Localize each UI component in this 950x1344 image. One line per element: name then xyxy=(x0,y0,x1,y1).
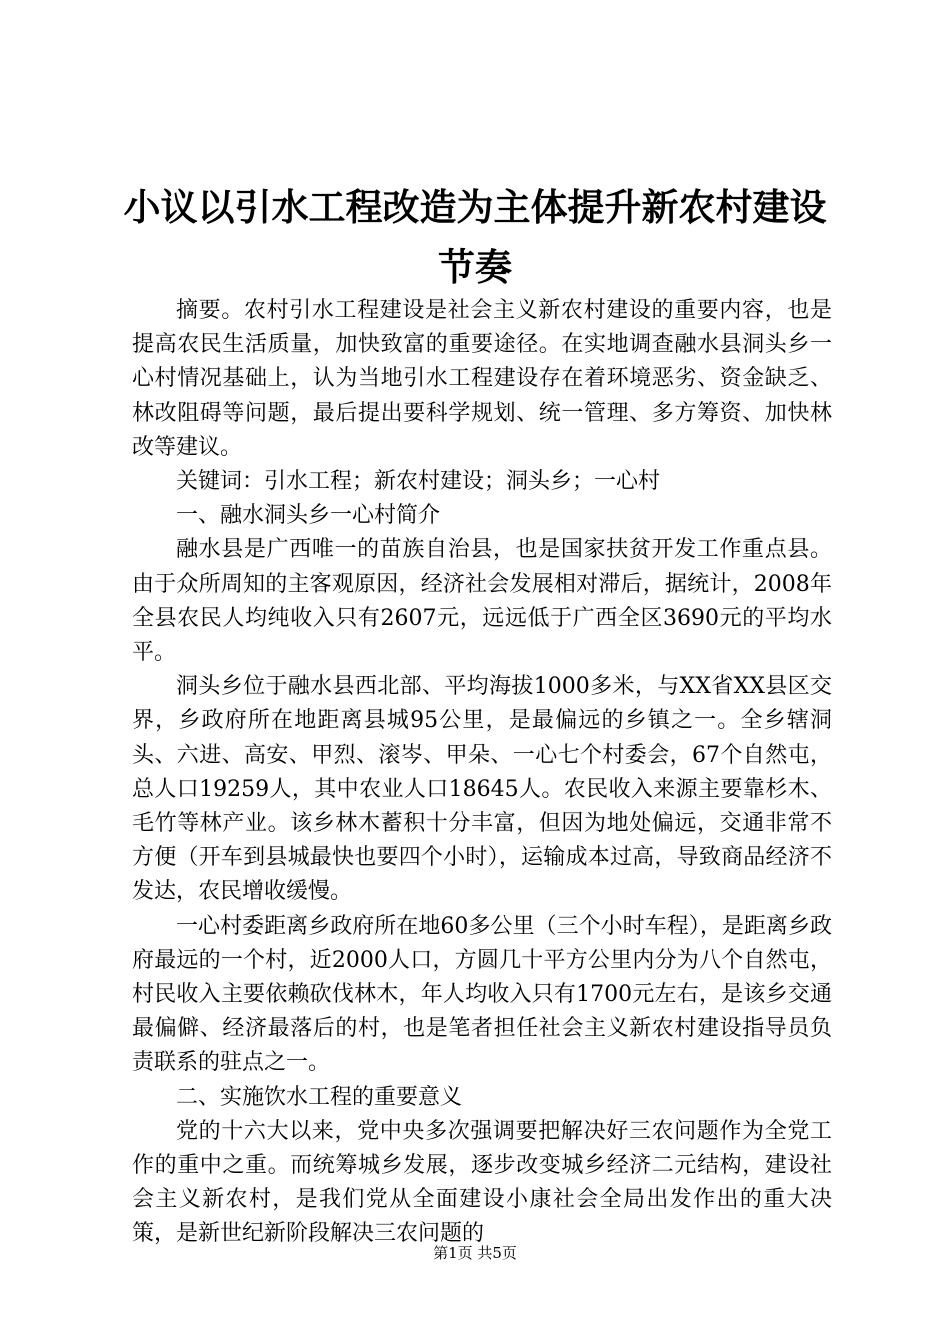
body-paragraph: 党的十六大以来，党中央多次强调要把解决好三农问题作为全党工作的重中之重。而统筹城乡发展，逐步改变城乡经济二元结构，建设社会主义新农村，是我们党从全面建设小康社会全局出发作出的重大决策，是新世纪新阶段解决三农问题的 xyxy=(132,1118,832,1247)
page-number-footer: 第1页 共5页 xyxy=(433,1244,517,1262)
document-body xyxy=(132,294,832,1252)
section-heading-1: 一、融水洞头乡一心村简介 xyxy=(176,503,441,529)
section-heading-2: 二、实施饮水工程的重要意义 xyxy=(176,1084,463,1110)
body-paragraph: 融水县是广西唯一的苗族自治县，也是国家扶贫开发工作重点县。由于众所周知的主客观原因，经济社会发展相对滞后，据统计，2008年全县农民人均纯收入只有2607元，远远低于广西全区3690元的平均水平。 xyxy=(132,537,832,666)
keywords-line: 关键词：引水工程；新农村建设；洞头乡；一心村 xyxy=(176,469,661,495)
body-paragraph: 洞头乡位于融水县西北部、平均海拔1000多米，与XX省XX县区交界，乡政府所在地距离县城95公里，是最偏远的乡镇之一。全乡辖洞头、六进、高安、甲烈、滚岑、甲朵、一心七个村委会，67个自然屯，总人口19259人，其中农业人口18645人。农民收入来源主要靠杉木、毛竹等林产业。该乡林木蓄积十分丰富，但因为地处偏远，交通非常不方便（开车到县城最快也要四个小时），运输成本过高，导致商品经济不发达，农民增收缓慢。 xyxy=(132,674,832,905)
document-title: 小议以引水工程改造为主体提升新农村建设节奏 xyxy=(123,186,827,289)
abstract-paragraph: 摘要。农村引水工程建设是社会主义新农村建设的重要内容，也是提高农民生活质量，加快致富的重要途径。在实地调查融水县洞头乡一心村情况基础上，认为当地引水工程建设存在着环境恶劣、资金缺乏、林改阻碍等问题，最后提出要科学规划、统一管理、多方筹资、加快林改等建议。 xyxy=(132,298,832,460)
body-paragraph: 一心村委距离乡政府所在地60多公里（三个小时车程），是距离乡政府最远的一个村，近2000人口，方圆几十平方公里内分为八个自然屯，村民收入主要依赖砍伐林木，年人均收入只有1700元左右，是该乡交通最偏僻、经济最落后的村，也是笔者担任社会主义新农村建设指导员负责联系的驻点之一。 xyxy=(132,913,832,1076)
